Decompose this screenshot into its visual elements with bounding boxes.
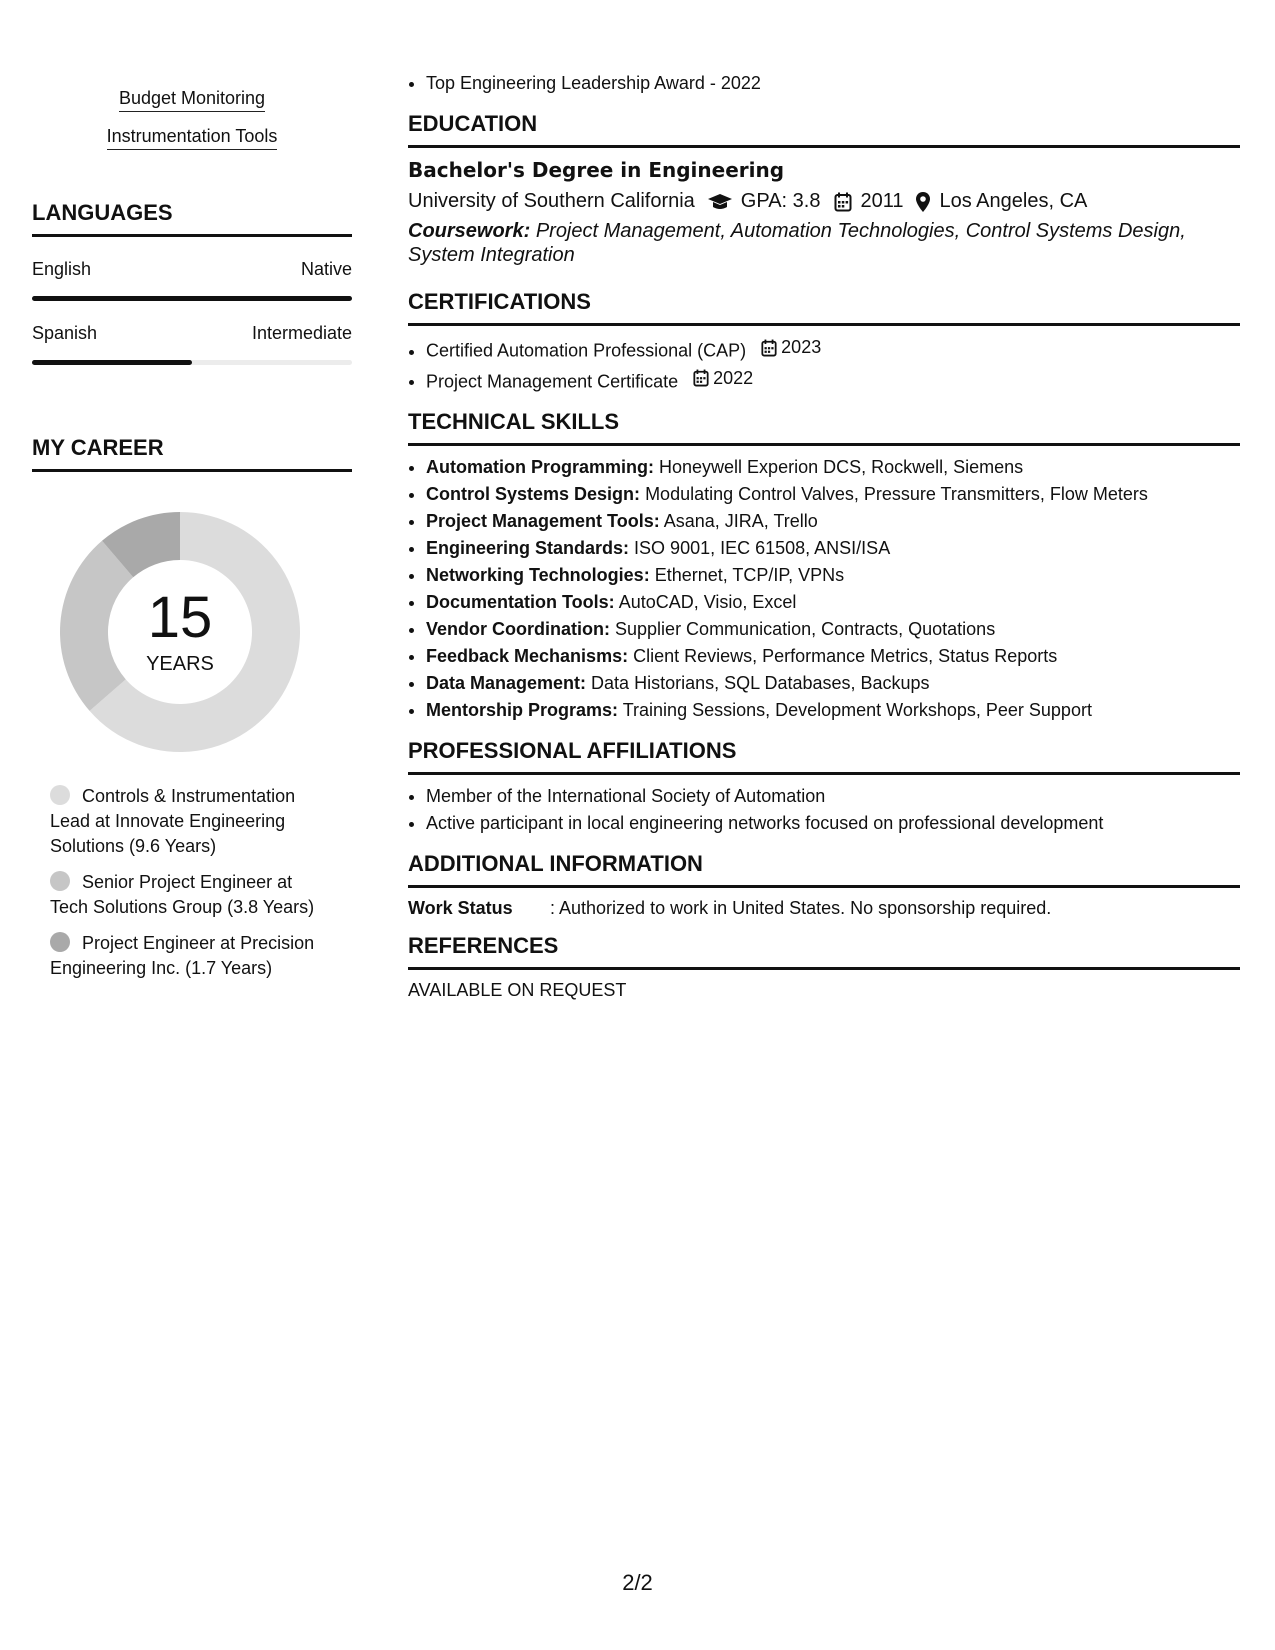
affiliations-heading: PROFESSIONAL AFFILIATIONS: [408, 738, 1240, 775]
coursework-text: Project Management, Automation Technologies, Control Systems Design, System Integration: [408, 220, 1186, 266]
affiliation-item: • Member of the International Society of Automation: [426, 783, 1240, 810]
skill-budget-monitoring: Budget Monitoring: [119, 88, 265, 112]
legend-dot: [50, 871, 70, 891]
work-status-value: : Authorized to work in United States. No sponsorship required.: [550, 898, 1052, 918]
technical-skills-heading: TECHNICAL SKILLS: [408, 409, 1240, 446]
career-legend-item: [50, 931, 334, 981]
skill-label: Mentorship Programs:: [426, 700, 619, 720]
skill-item: [426, 697, 1240, 724]
references-text: AVAILABLE ON REQUEST: [408, 980, 627, 1000]
skill-value: Supplier Communication, Contracts, Quotations: [615, 619, 996, 639]
language-bar: [32, 360, 352, 365]
skill-value: Honeywell Experion DCS, Rockwell, Siemens: [659, 457, 1024, 477]
language-name: English: [32, 259, 92, 279]
certifications-list: [408, 334, 1240, 395]
education-heading: EDUCATION: [408, 111, 1240, 148]
awards-list: [408, 70, 1240, 97]
skill-item: [426, 535, 1240, 562]
skill-item: [426, 454, 1240, 481]
skill-value: Modulating Control Valves, Pressure Transmitters, Flow Meters: [645, 484, 1148, 504]
career-role-label: Controls & Instrumentation Lead at Innovate Engineering Solutions (9.6 Years): [50, 786, 296, 856]
certification-item: [426, 365, 1240, 396]
skill-value: AutoCAD, Visio, Excel: [618, 592, 797, 612]
skill-item: [426, 589, 1240, 616]
left-column: [32, 70, 352, 992]
skill-label: Networking Technologies:: [426, 565, 650, 585]
legend-dot: [50, 785, 70, 805]
certification-year: 2023: [781, 337, 822, 357]
right-column: [408, 70, 1240, 1001]
language-bar-fill: [32, 360, 192, 365]
language-item: [32, 259, 352, 301]
technical-skills-list: [408, 454, 1240, 724]
language-level: Native: [300, 259, 352, 279]
skill-label: Vendor Coordination:: [426, 619, 610, 639]
skill-value: Asana, JIRA, Trello: [663, 511, 818, 531]
language-bar: [32, 296, 352, 301]
education-location: Los Angeles, CA: [939, 190, 1088, 212]
career-role-label: Project Engineer at Precision Engineering Inc. (1.7 Years): [50, 933, 315, 978]
education-coursework: [408, 219, 1240, 267]
additional-info-heading: ADDITIONAL INFORMATION: [408, 851, 1240, 888]
skill-value: Ethernet, TCP/IP, VPNs: [654, 565, 845, 585]
skill-item: [426, 616, 1240, 643]
certification-name: Project Management Certificate: [426, 371, 679, 391]
calendar-icon: [761, 339, 777, 357]
skill-item: [426, 508, 1240, 535]
skill-label: Project Management Tools:: [426, 511, 660, 531]
skill-label: Automation Programming:: [426, 457, 654, 477]
skill-label: Feedback Mechanisms:: [426, 646, 629, 666]
certifications-heading: CERTIFICATIONS: [408, 289, 1240, 326]
language-item: [32, 323, 352, 365]
career-heading: MY CAREER: [32, 435, 352, 472]
skill-value: Data Historians, SQL Databases, Backups: [591, 673, 930, 693]
skill-value: ISO 9001, IEC 61508, ANSI/ISA: [634, 538, 891, 558]
work-status-row: [408, 898, 1240, 919]
career-legend-item: [50, 870, 334, 920]
skills-tail: [32, 88, 352, 150]
education-school: University of Southern California: [408, 190, 695, 212]
legend-dot: [50, 932, 70, 952]
skill-label: Documentation Tools:: [426, 592, 615, 612]
coursework-label: Coursework:: [408, 220, 531, 242]
skill-value: Client Reviews, Performance Metrics, Status Reports: [633, 646, 1058, 666]
education-details: [408, 190, 1240, 213]
skill-item: [426, 643, 1240, 670]
career-legend: [50, 784, 334, 981]
graduation-cap-icon: [707, 193, 733, 211]
languages-heading: LANGUAGES: [32, 200, 352, 237]
education-gpa: GPA: 3.8: [740, 190, 821, 212]
certification-name: Certified Automation Professional (CAP): [426, 340, 747, 361]
career-role-label: Senior Project Engineer at Tech Solutions Group (3.8 Years): [50, 872, 315, 917]
education-degree: Bachelor's Degree in Engineering: [408, 158, 785, 182]
references-heading: REFERENCES: [408, 933, 1240, 970]
skill-label: Engineering Standards:: [426, 538, 630, 558]
skill-value: Training Sessions, Development Workshops, Peer Support: [622, 700, 1092, 720]
award-item: • Top Engineering Leadership Award - 2022: [426, 70, 1240, 97]
education-year: 2011: [860, 190, 904, 212]
skill-item: [426, 562, 1240, 589]
skill-item: [426, 481, 1240, 508]
skill-instrumentation-tools: Instrumentation Tools: [107, 126, 278, 150]
language-bar-fill: [32, 296, 352, 301]
career-donut: [54, 506, 306, 758]
calendar-icon: [693, 369, 709, 387]
affiliation-item: • Active participant in local engineering networks focused on professional development: [426, 810, 1240, 837]
language-name: Spanish: [32, 323, 98, 343]
work-status-key: Work Status: [408, 898, 513, 918]
skill-label: Control Systems Design:: [426, 484, 641, 504]
location-pin-icon: [915, 191, 931, 213]
career-legend-item: [50, 784, 334, 859]
skill-item: [426, 670, 1240, 697]
career-total-number: 15: [147, 584, 213, 650]
calendar-icon: [834, 192, 852, 212]
affiliations-list: [408, 783, 1240, 837]
language-level: Intermediate: [251, 323, 352, 343]
career-total-unit: YEARS: [146, 652, 214, 675]
certification-item: [426, 334, 1240, 365]
page-number: 2/2: [622, 1570, 653, 1595]
certification-year: 2022: [713, 367, 754, 388]
skill-label: Data Management:: [426, 673, 587, 693]
